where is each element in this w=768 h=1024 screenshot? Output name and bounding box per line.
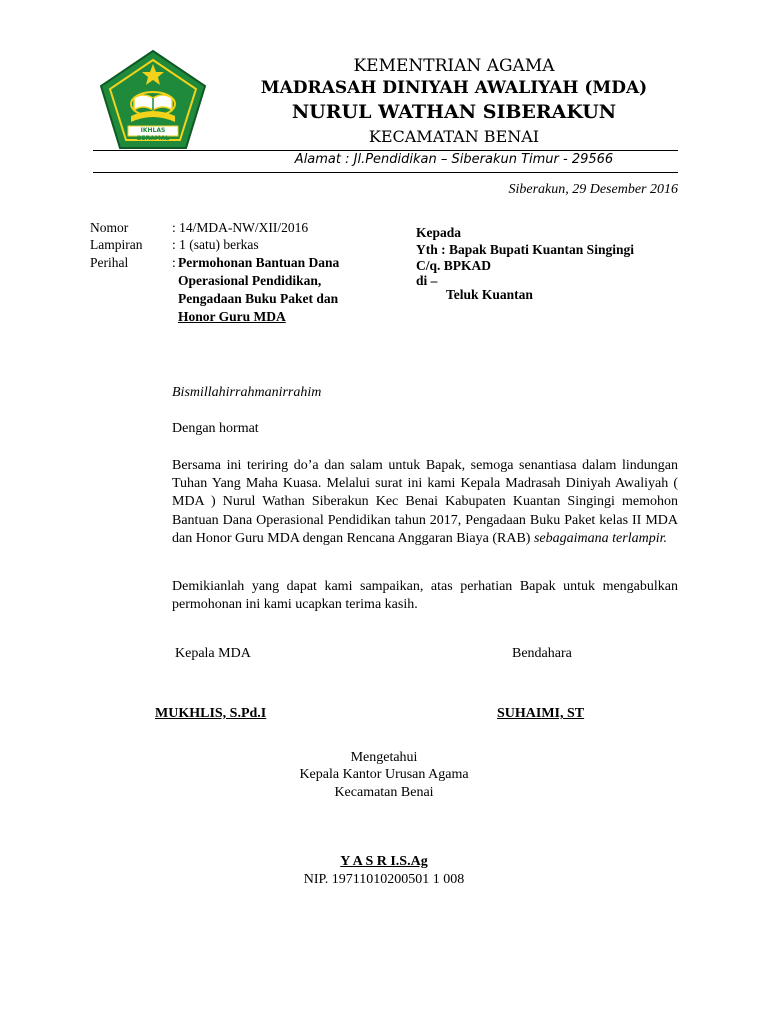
school-name: NURUL WATHAN SIBERAKUN — [291, 101, 617, 123]
paragraph-1-italic: sebagaimana terlampir. — [533, 530, 667, 546]
left-signatory-title: Kepala MDA — [175, 646, 251, 661]
perihal-colon: : — [172, 255, 176, 270]
letter-date: Siberakun, 29 Desember 2016 — [508, 182, 678, 197]
ministry-name: KEMENTRIAN AGAMA — [353, 56, 555, 76]
lampiran-value: : 1 (satu) berkas — [172, 237, 259, 252]
basmalah: Bismillahirrahmanirrahim — [172, 385, 322, 400]
kua-signatory-name: Y A S R I.S.Ag — [340, 854, 428, 869]
perihal-line-3: Pengadaan Buku Paket dan — [178, 291, 339, 306]
recipient-cq: C/q. BPKAD — [416, 258, 492, 273]
perihal-line-1: Permohonan Bantuan Dana — [178, 255, 340, 270]
right-signatory-name: SUHAIMI, ST — [497, 706, 585, 721]
header-rule-top — [93, 150, 678, 151]
paragraph-1-text: Bersama ini teriring do’a dan salam untuk Bapak, semoga senantiasa dalam lindungan Tuhan Yang Maha Kuasa. Melalui surat ini kami Kepala Madrasah Diniyah Awaliyah ( MDA ) Nurul Wathan Siberakun Kec Benai Kabupaten Kuantan Singingi memohon Bantuan Dana Operasional Pendidikan tahun 2017, Pengadaan Buku Paket kelas II MDA dan Honor Guru MDA dengan Rencana Anggaran Biaya (RAB) — [172, 458, 678, 546]
perihal-line-2: Operasional Pendidikan, — [178, 273, 322, 288]
header-rule-bottom — [93, 172, 678, 173]
greeting: Dengan hormat — [172, 421, 259, 436]
paragraph-1 — [172, 457, 678, 548]
recipient-kepada: Kepada — [416, 225, 462, 240]
recipient-place: Teluk Kuantan — [446, 287, 533, 302]
recipient-yth: Yth : Bapak Bupati Kuantan Singingi — [416, 242, 634, 257]
recipient-di: di – — [416, 273, 438, 288]
district-name: KECAMATAN BENAI — [368, 127, 540, 146]
nomor-value: : 14/MDA-NW/XII/2016 — [172, 220, 309, 235]
perihal-line-4: Honor Guru MDA — [178, 309, 286, 324]
left-signatory-name: MUKHLIS, S.Pd.I — [155, 706, 267, 721]
nomor-label: Nomor — [90, 220, 129, 235]
kua-title: Kepala Kantor Urusan Agama — [299, 767, 469, 782]
perihal-label: Perihal — [90, 255, 129, 270]
lampiran-label: Lampiran — [90, 237, 143, 252]
right-signatory-title: Bendahara — [512, 646, 572, 661]
school-type: MADRASAH DINIYAH AWALIYAH (MDA) — [260, 78, 648, 98]
kua-signatory-nip: NIP. 19711010200501 1 008 — [303, 872, 465, 887]
mengetahui-label: Mengetahui — [350, 750, 418, 765]
paragraph-2: Demikianlah yang dapat kami sampaikan, atas perhatian Bapak untuk mengabulkan permohonan ini kami ucapkan terima kasih. — [172, 579, 678, 613]
logo-text: IKHLAS BERAMAL — [136, 127, 170, 142]
kua-district: Kecamatan Benai — [334, 785, 434, 800]
school-address: Alamat : Jl.Pendidikan – Siberakun Timur - 29566 — [294, 152, 614, 167]
